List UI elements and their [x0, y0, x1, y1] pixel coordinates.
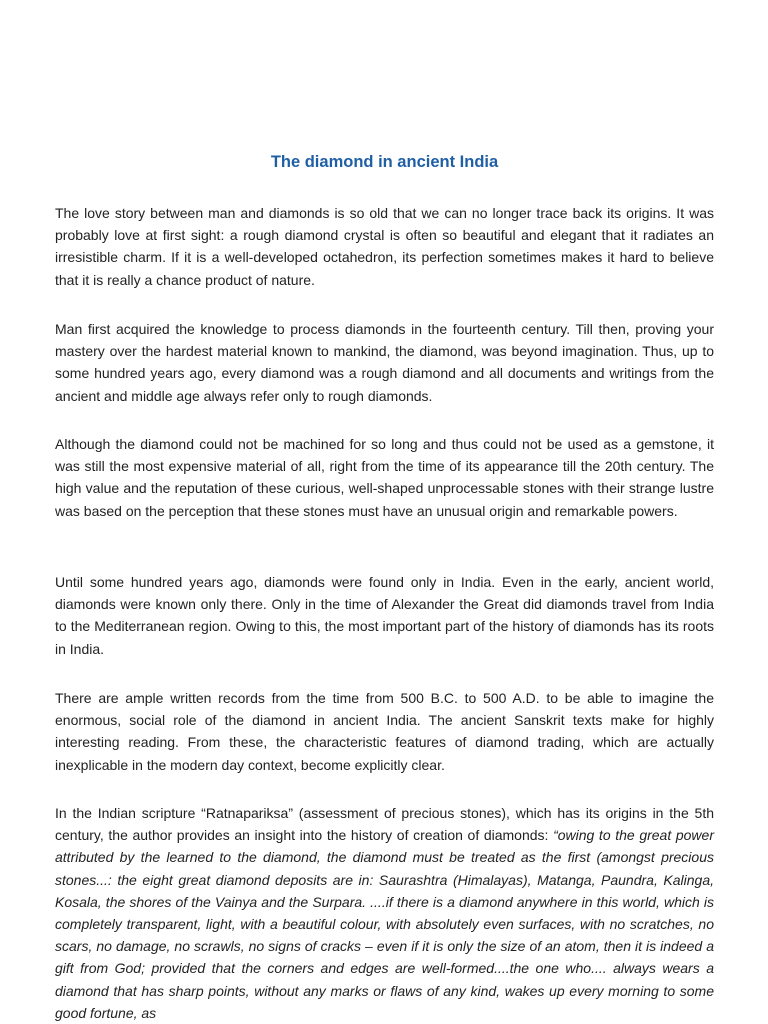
paragraph-value-reputation: Although the diamond could not be machined for so long and thus could not be used as a gemstone, it was still the most expensive material of all, right from the time of its appearance till the 20th century. The high value and the reputation of these curious, well-shaped unprocessable stones with their strange lustre was based on the perception that these stones must have an unusual origin and remarkable powers. [55, 436, 714, 519]
ratnapariksa-quote: “owing to the great power attributed by the learned to the diamond, the diamond must be treated as the first (amongst precious stones...: the eight great diamond deposits are in: Saurashtra (Himalayas), Matanga, Paundra, Kalinga, Kosala, the shores of the Vainya and the Surpara. ....if there is a diamond anywhere in this world, which is completely transparent, light, with a beautiful colour, with absolutely even surfaces, with no scratches, no scars, no damage, no scrawls, no signs of cracks – even if it is only the size of an atom, then it is indeed a gift from God; provided that the corners and edges are well-formed....the one who.... always wears a diamond that has sharp points, without any marks or flaws of any kind, wakes up every morning to some good fortune, as [55, 827, 714, 1021]
document-title: The diamond in ancient India [270, 153, 499, 171]
ratnapariksa-intro: In the Indian scripture “Ratnapariksa” (assessment of precious stones), which has its origins in the 5th century, the author provides an insight into the history of creation of diamonds: [55, 805, 714, 844]
paragraph-processing-history: Man first acquired the knowledge to process diamonds in the fourteenth century. Till then, proving your mastery over the hardest material known to mankind, the diamond, was beyond imagination. Thus, up to some hundred years ago, every diamond was a rough diamond and all documents and writings from the ancient and middle age always refer only to rough diamonds. [55, 321, 714, 404]
paragraph-india-origin: Until some hundred years ago, diamonds were found only in India. Even in the early, ancient world, diamonds were known only there. Only in the time of Alexander the Great did diamonds travel from India to the Mediterranean region. Owing to this, the most important part of the history of diamonds has its roots in India. [55, 574, 714, 657]
paragraph-written-records: There are ample written records from the time from 500 B.C. to 500 A.D. to be able to imagine the enormous, social role of the diamond in ancient India. The ancient Sanskrit texts make for highly interesting reading. From these, the characteristic features of diamond trading, which are actually inexplicable in the modern day context, become explicitly clear. [55, 690, 714, 773]
paragraph-ratnapariksa [55, 802, 714, 1024]
paragraph-love-story: The love story between man and diamonds is so old that we can no longer trace back its origins. It was probably love at first sight: a rough diamond crystal is often so beautiful and elegant that it radiates an irresistible charm. If it is a well-developed octahedron, its perfection sometimes makes it hard to believe that it is really a chance product of nature. [55, 205, 714, 288]
